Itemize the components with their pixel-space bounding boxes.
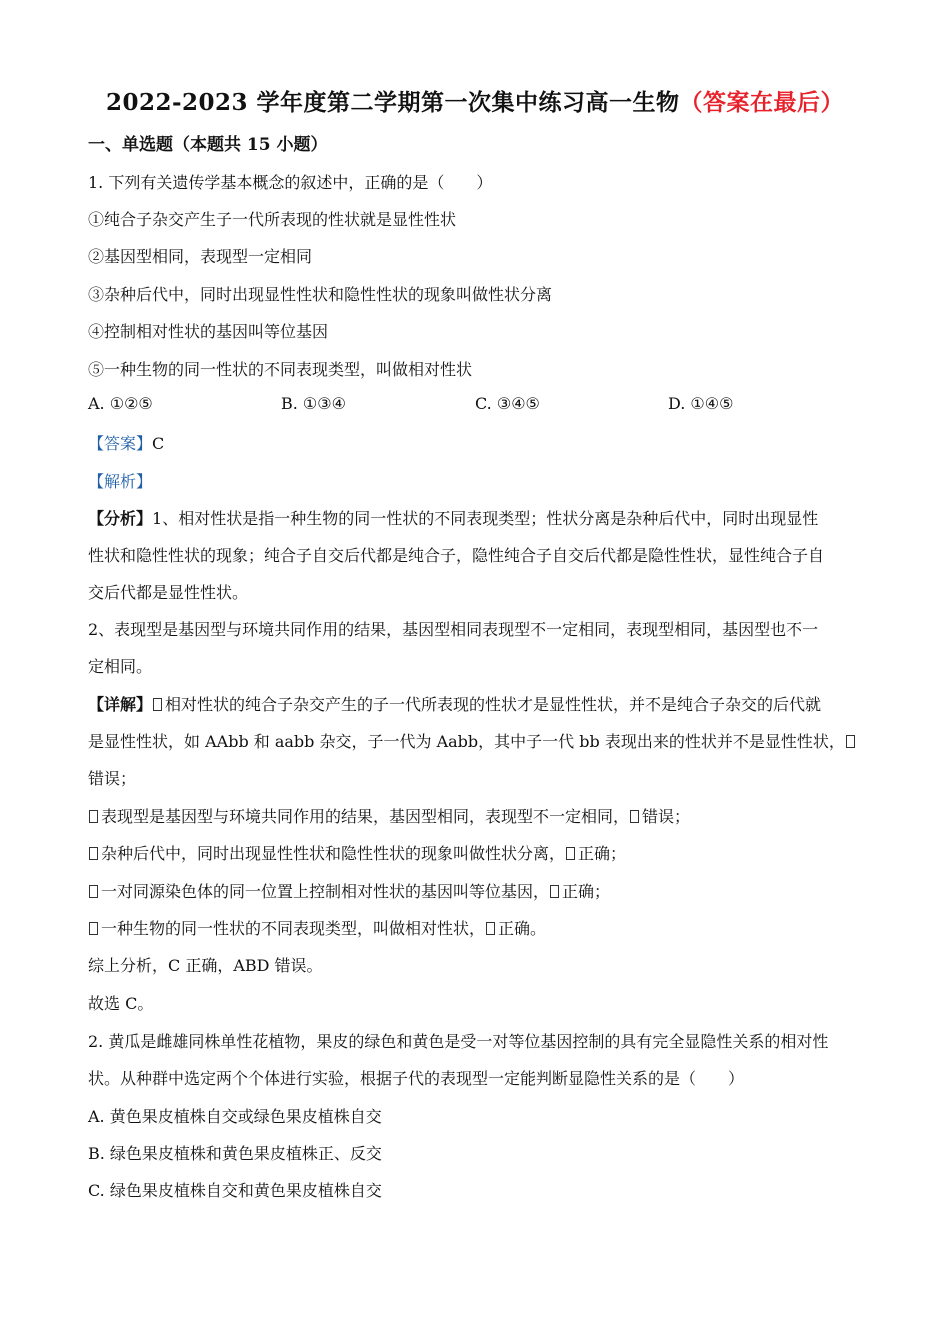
section-heading: 一、单选题（本题共 15 小题） bbox=[88, 135, 328, 155]
answer-label: 【答案】 bbox=[88, 434, 153, 453]
xiangjie-point-2: 表现型是基因型与环境共同作用的结果，基因型相同，表现型不一定相同， 错误； bbox=[88, 804, 690, 827]
xiangjie-line-1: 【详解】 相对性状的纯合子杂交产生的子一代所表现的性状才是显性性状，并不是纯合子杂交的后代就 bbox=[88, 695, 822, 714]
missing-glyph-icon bbox=[89, 922, 98, 935]
missing-glyph-icon bbox=[89, 810, 98, 823]
missing-glyph-icon bbox=[486, 922, 495, 935]
q1-item-4: ④控制相对性状的基因叫等位基因 bbox=[88, 322, 329, 341]
q2-stem-line-1: 2. 黄瓜是雌雄同株单性花植物，果皮的绿色和黄色是受一对等位基因控制的具有完全显隐性关系的相对性 bbox=[88, 1032, 829, 1051]
xiangjie-point-3: 杂种后代中，同时出现显性性状和隐性性状的现象叫做性状分离， 正确； bbox=[88, 841, 626, 864]
missing-glyph-icon bbox=[846, 735, 855, 748]
missing-glyph-icon bbox=[89, 885, 98, 898]
q1-option-b: B. ①③④ bbox=[281, 394, 346, 413]
fenxi-line-4: 2、表现型是基因型与环境共同作用的结果，基因型相同表现型不一定相同，表现型相同，基因型也不一 bbox=[88, 620, 819, 639]
q2-option-a: A. 黄色果皮植株自交或绿色果皮植株自交 bbox=[88, 1107, 382, 1126]
xiangjie-line-2: 是显性性状，如 AAbb 和 aabb 杂交，子一代为 Aabb，其中子一代 bb 表现出来的性状并不是显性性状， bbox=[88, 729, 858, 752]
q1-option-d: D. ①④⑤ bbox=[668, 394, 734, 413]
missing-glyph-icon bbox=[153, 698, 162, 711]
q1-stem: 1. 下列有关遗传学基本概念的叙述中，正确的是（ ） bbox=[88, 173, 493, 192]
missing-glyph-icon bbox=[566, 847, 575, 860]
page-title bbox=[0, 84, 950, 117]
fenxi-line-2: 性状和隐性性状的现象；纯合子自交后代都是纯合子，隐性纯合子自交后代都是隐性性状，显性纯合子自 bbox=[88, 546, 825, 565]
fenxi-line-3: 交后代都是显性性状。 bbox=[88, 583, 249, 602]
title-main: 2022-2023 学年度第二学期第一次集中练习高一生物 bbox=[105, 89, 680, 116]
fenxi-label: 【分析】 bbox=[88, 509, 153, 528]
missing-glyph-icon bbox=[630, 810, 639, 823]
summary: 综上分析，C 正确，ABD 错误。 bbox=[88, 956, 323, 975]
q2-option-b: B. 绿色果皮植株和黄色果皮植株正、反交 bbox=[88, 1144, 382, 1163]
missing-glyph-icon bbox=[89, 847, 98, 860]
missing-glyph-icon bbox=[550, 885, 559, 898]
xiangjie-point-5: 一种生物的同一性状的不同表现类型，叫做相对性状， 正确。 bbox=[88, 916, 546, 939]
q1-option-c: C. ③④⑤ bbox=[475, 394, 540, 413]
q1-item-1: ①纯合子杂交产生子一代所表现的性状就是显性性状 bbox=[88, 210, 457, 229]
title-answer-note: （答案在最后） bbox=[679, 89, 845, 116]
fenxi-line-1: 【分析】1、相对性状是指一种生物的同一性状的不同表现类型；性状分离是杂种后代中，同时出现显性 bbox=[88, 509, 819, 528]
xiangjie-point-4: 一对同源染色体的同一位置上控制相对性状的基因叫等位基因， 正确； bbox=[88, 879, 610, 902]
q2-stem-line-2: 状。从种群中选定两个个体进行实验，根据子代的表现型一定能判断显隐性关系的是（ ） bbox=[88, 1069, 745, 1088]
q2-option-c: C. 绿色果皮植株自交和黄色果皮植株自交 bbox=[88, 1181, 382, 1200]
analysis-label: 【解析】 bbox=[88, 472, 153, 491]
final-choice: 故选 C。 bbox=[88, 994, 154, 1013]
xiangjie-line-3: 错误； bbox=[88, 769, 137, 788]
q1-option-a: A. ①②⑤ bbox=[88, 394, 153, 413]
q1-item-2: ②基因型相同，表现型一定相同 bbox=[88, 247, 313, 266]
fenxi-line-5: 定相同。 bbox=[88, 657, 153, 676]
q1-answer bbox=[88, 431, 164, 454]
xiangjie-label: 【详解】 bbox=[88, 695, 153, 714]
q1-item-3: ③杂种后代中，同时出现显性性状和隐性性状的现象叫做性状分离 bbox=[88, 285, 553, 304]
answer-value: C bbox=[152, 434, 165, 453]
q1-item-5: ⑤一种生物的同一性状的不同表现类型，叫做相对性状 bbox=[88, 360, 473, 379]
